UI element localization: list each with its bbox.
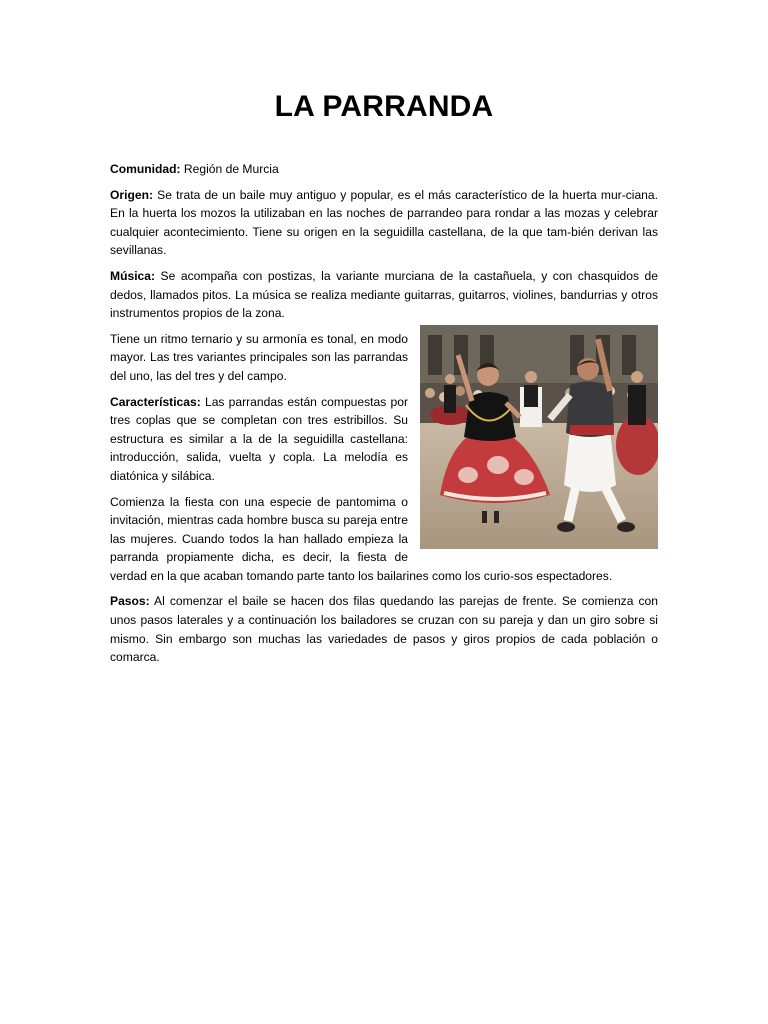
fiesta-paragraph: Comienza la fiesta con una especie de pantomima o invitación, mientras cada hombre busca su pareja entre las mujeres. Cuando todos la han hallado empieza la parranda propiamente dicha, es decir, la fiesta de verdad en la que acaban tomando parte tanto los bailarines como los curio-sos espectadores. [110, 494, 613, 583]
musica-text: Se acompaña con postizas, la variante murciana de la castañuela, y con chasquidos de dedos, llamados pitos. La música se realiza mediante guitarras, guitarros, violines, bandurrias y otros instrumentos propios de la zona. [110, 268, 658, 321]
comunidad-paragraph [110, 160, 658, 179]
comunidad-text: Región de Murcia [180, 162, 279, 176]
origen-text: Se trata de un baile muy antiguo y popular, es el más característico de la huerta mur-ciana. En la huerta los mozos la utilizaban en las noches de parrandeo para rondar a las mozas y celebrar cualquier acontecimiento. Tiene su origen en la seguidilla castellana, de la que tam-bién derivan las sevillanas. [110, 187, 658, 258]
origen-label: Origen: [110, 187, 154, 202]
dancers-photo [420, 325, 658, 549]
pasos-text: Al comenzar el baile se hacen dos filas quedando las parejas de frente. Se comienza con unos pasos laterales y a continuación los bailadores se cruzan con su pareja y dan un giro sobre si mismo. Sin embargo son muchas las variedades de pasos y giros propios de cada población o comarca. [110, 594, 658, 665]
ritmo-paragraph: Tiene un ritmo ternario y su armonía es tonal, en modo mayor. Las tres variantes principales son las parrandas del uno, las del tres y del campo. [110, 331, 408, 383]
musica-label: Música: [110, 268, 156, 283]
caracteristicas-text: Las parrandas están compuestas por tres coplas que se completan con tres estribillos. Su estructura es similar a la de la seguidilla castellana: introducción, salida, vuelta y copla. La melodía es diatónica y silábica. [110, 394, 408, 483]
document-body [110, 160, 658, 674]
comunidad-label: Comunidad: [110, 162, 181, 176]
origen-paragraph [110, 186, 658, 260]
pasos-paragraph [110, 592, 658, 666]
page-title: LA PARRANDA [274, 90, 494, 123]
caracteristicas-label: Características: [110, 394, 201, 409]
pasos-label: Pasos: [110, 594, 150, 609]
musica-paragraph [110, 267, 658, 323]
